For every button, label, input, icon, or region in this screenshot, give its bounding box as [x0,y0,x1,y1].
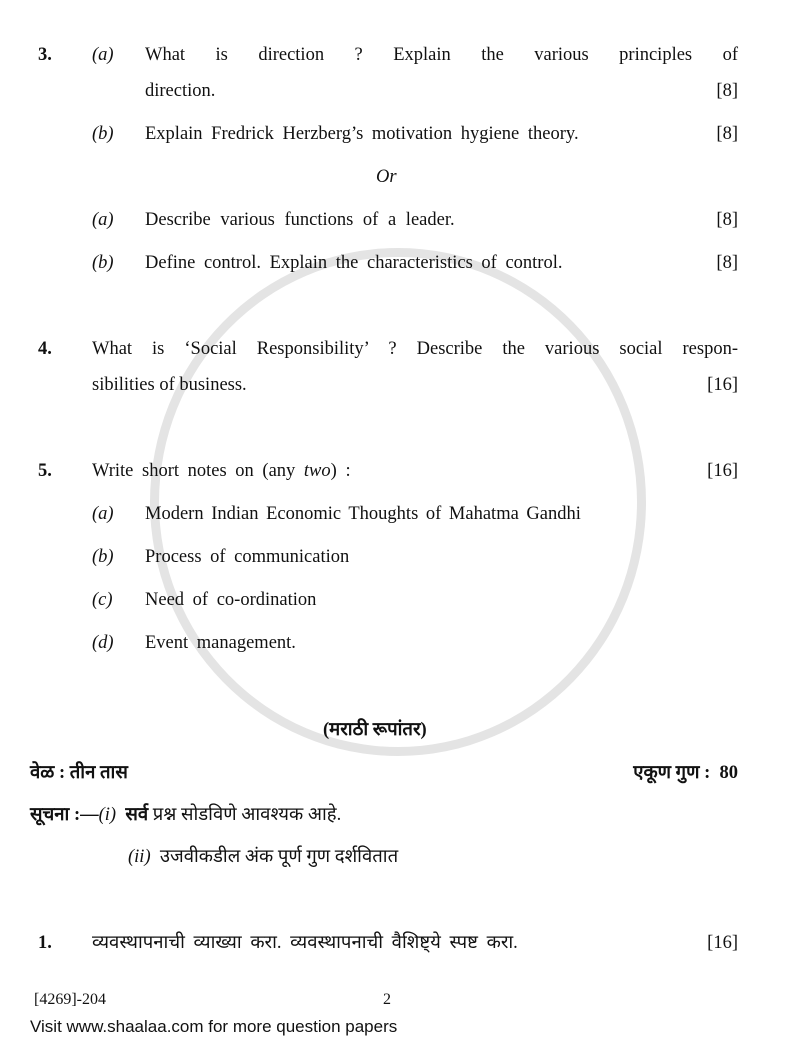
question-text: Describe various functions of a leader. [145,210,455,230]
question-text: direction. [145,81,216,101]
marks: [8] [716,124,738,144]
page-number: 2 [383,991,391,1008]
question-number: 5. [38,461,52,481]
sub-label: (a) [92,210,114,230]
instruction-ii: (ii) उजवीकडील अंक पूर्ण गुण दर्शवितात [128,847,399,867]
sub-label: (b) [92,253,114,273]
note-item: Process of communication [145,547,350,567]
instructions: सूचना :—(i) सर्व प्रश्न सोडविणे आवश्यक आहे. [30,805,342,825]
paper-code: [4269]-204 [34,991,106,1008]
footer-link[interactable]: Visit www.shaalaa.com for more question papers [30,1017,398,1036]
marks: [8] [716,210,738,230]
watermark-circle [150,248,646,756]
question-text: Define control. Explain the characteristics of control. [145,253,563,273]
marks: [16] [707,461,738,481]
marks: [8] [716,81,738,101]
marks: [8] [716,253,738,273]
question-number: 4. [38,339,52,359]
question-number: 1. [38,933,52,953]
note-item: Need of co-ordination [145,590,317,610]
sub-label: (b) [92,124,114,144]
sub-label: (b) [92,547,114,567]
question-text: What is ‘Social Responsibility’ ? Describe the various social respon- [92,339,738,359]
sub-label: (a) [92,45,114,65]
note-item: Event management. [145,633,296,653]
time-label: वेळ : तीन तास [30,763,128,783]
sub-label: (c) [92,590,113,610]
marks: [16] [707,375,738,395]
sub-label: (a) [92,504,114,524]
question-number: 3. [38,45,52,65]
question-text: Write short notes on (any two) : [92,461,351,481]
marks: [16] [707,933,738,953]
sub-label: (d) [92,633,114,653]
question-text: What is direction ? Explain the various principles of [145,45,738,65]
note-item: Modern Indian Economic Thoughts of Mahatma Gandhi [145,504,581,524]
question-text: व्यवस्थापनाची व्याख्या करा. व्यवस्थापनाची वैशिष्ट्ये स्पष्ट करा. [92,933,518,953]
marathi-heading: (मराठी रूपांतर) [323,720,427,740]
question-text: Explain Fredrick Herzberg’s motivation hygiene theory. [145,124,579,144]
question-text: sibilities of business. [92,375,247,395]
or-separator: Or [376,167,397,187]
total-marks: एकूण गुण : 80 [633,763,738,783]
